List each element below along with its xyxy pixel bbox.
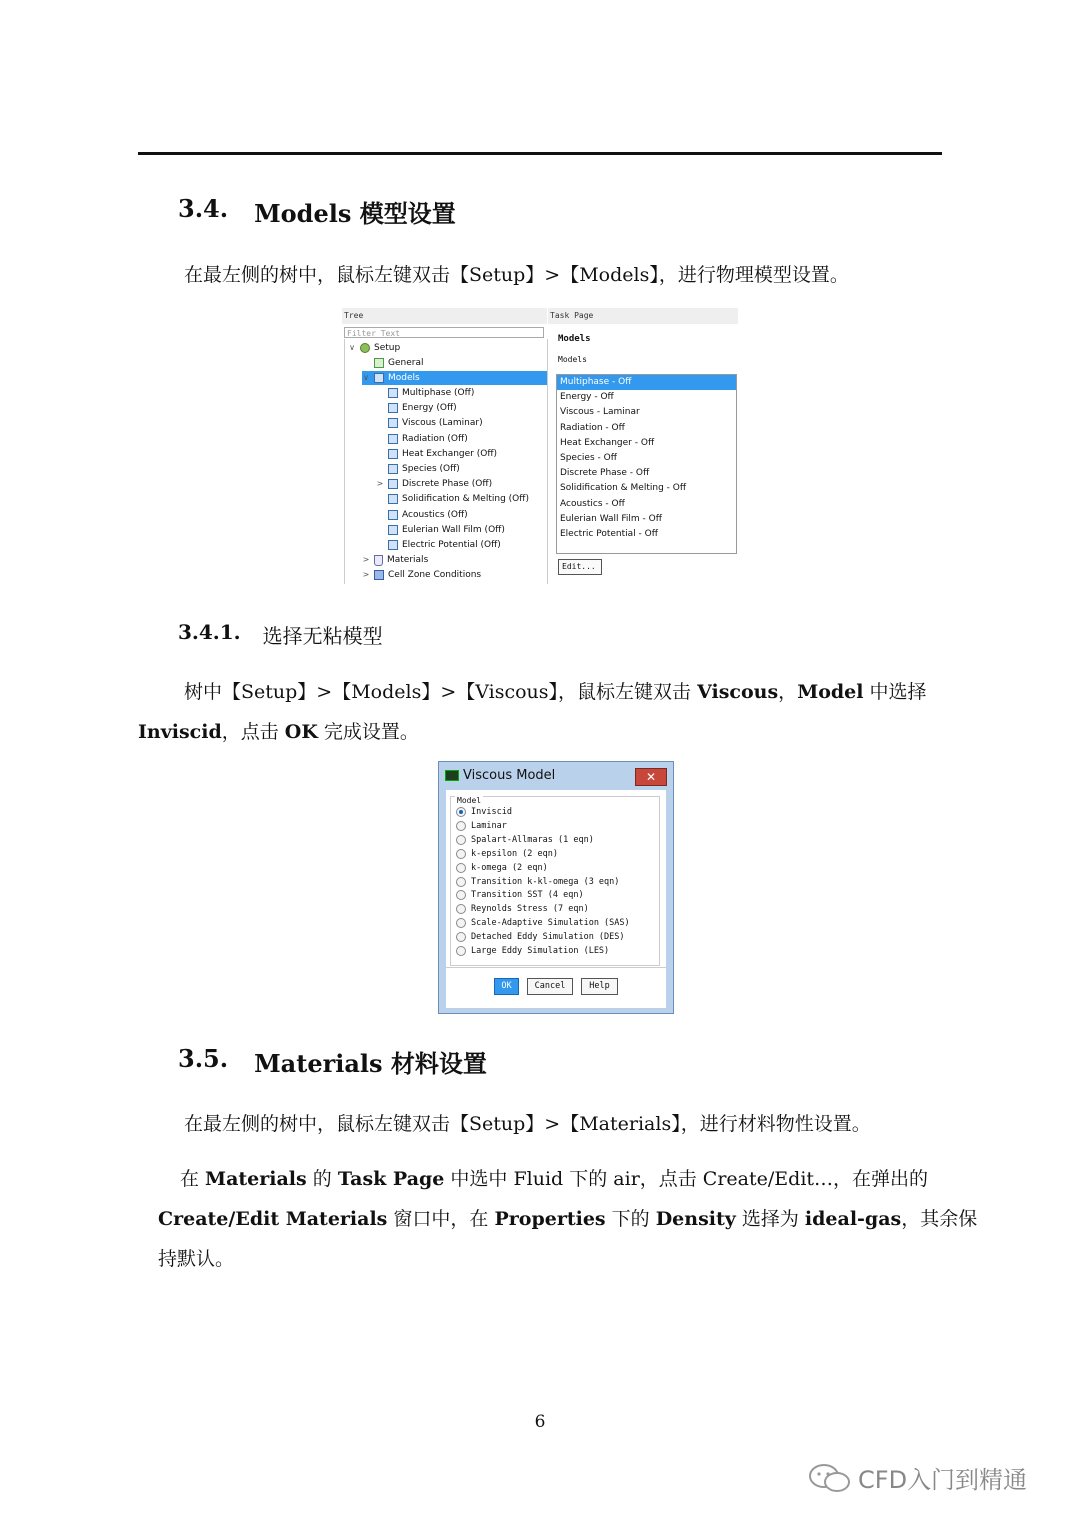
tree-item[interactable] bbox=[376, 508, 468, 522]
model-radio-option[interactable] bbox=[456, 819, 507, 833]
models-icon bbox=[374, 373, 384, 383]
tree-item[interactable] bbox=[362, 356, 423, 370]
model-radio-option[interactable] bbox=[456, 805, 512, 819]
text-run: 在 bbox=[180, 1168, 206, 1190]
section-number: 3.4.1. bbox=[178, 620, 241, 644]
tree-item[interactable] bbox=[376, 432, 468, 446]
models-list-item[interactable]: Viscous - Laminar bbox=[560, 407, 640, 418]
model-radio-option[interactable] bbox=[456, 875, 619, 889]
models-list-item[interactable]: Discrete Phase - Off bbox=[560, 468, 650, 479]
text-run-bold: Properties bbox=[494, 1208, 606, 1230]
model-icon bbox=[388, 449, 398, 459]
radio-button-icon[interactable] bbox=[456, 918, 466, 928]
paragraph-materials-line2 bbox=[158, 1199, 977, 1239]
help-button[interactable]: Help bbox=[581, 978, 618, 995]
radio-button-icon[interactable] bbox=[456, 890, 466, 900]
radio-button-icon[interactable] bbox=[456, 835, 466, 845]
chevron-down-icon[interactable]: ∨ bbox=[363, 373, 369, 382]
header-rule bbox=[138, 152, 942, 155]
text-run-bold: Create/Edit Materials bbox=[158, 1208, 388, 1230]
tree-item-label: Solidification & Melting (Off) bbox=[402, 494, 529, 504]
page-number: 6 bbox=[534, 1412, 546, 1432]
tree-item[interactable] bbox=[376, 386, 474, 400]
text-run: ，点击 bbox=[221, 721, 285, 743]
chevron-right-icon[interactable]: > bbox=[362, 555, 370, 564]
models-listbox[interactable] bbox=[556, 374, 737, 554]
chevron-down-icon[interactable]: ∨ bbox=[349, 343, 355, 352]
section-title: Materials 材料设置 bbox=[254, 1049, 487, 1078]
model-radio-option[interactable] bbox=[456, 847, 558, 861]
general-icon bbox=[374, 358, 384, 368]
section-title: Models 模型设置 bbox=[254, 199, 456, 228]
radio-button-icon[interactable] bbox=[456, 932, 466, 942]
chevron-right-icon[interactable]: > bbox=[362, 570, 370, 579]
radio-label: Laminar bbox=[471, 820, 507, 831]
radio-button-icon[interactable] bbox=[456, 807, 466, 817]
text-run: 选择为 bbox=[735, 1208, 805, 1230]
tree-pane-header: Tree bbox=[342, 308, 547, 324]
model-icon bbox=[388, 388, 398, 398]
model-icon bbox=[388, 525, 398, 535]
task-page-pane bbox=[548, 308, 738, 584]
tree-item-label: Electric Potential (Off) bbox=[402, 540, 501, 550]
tree-pane bbox=[342, 308, 547, 584]
dialog-title: Viscous Model bbox=[463, 768, 556, 783]
text-run-bold: OK bbox=[284, 721, 318, 743]
tree-item[interactable] bbox=[348, 341, 400, 355]
text-run: 中选中 Fluid 下的 air，点击 Create/Edit…，在弹出的 bbox=[444, 1168, 929, 1190]
tree-item-label: Radiation (Off) bbox=[402, 434, 468, 444]
text-run: ，其余保 bbox=[901, 1208, 978, 1230]
text-run: ， bbox=[778, 681, 798, 703]
tree-item-label: Viscous (Laminar) bbox=[402, 418, 483, 428]
text-run-bold: Task Page bbox=[337, 1168, 445, 1190]
radio-button-icon[interactable] bbox=[456, 946, 466, 956]
radio-label: Detached Eddy Simulation (DES) bbox=[471, 932, 625, 943]
models-list-item[interactable]: Radiation - Off bbox=[560, 422, 625, 433]
text-run: 完成设置。 bbox=[317, 721, 419, 743]
radio-label: k-omega (2 eqn) bbox=[471, 862, 548, 873]
edit-button[interactable]: Edit... bbox=[558, 559, 602, 575]
fluent-app-icon bbox=[445, 770, 459, 781]
materials-icon bbox=[374, 555, 383, 566]
tree-item-label: Discrete Phase (Off) bbox=[402, 479, 493, 489]
tree-item[interactable] bbox=[362, 371, 547, 385]
task-page-title: Models bbox=[558, 334, 591, 344]
model-icon bbox=[388, 494, 398, 504]
ok-button[interactable]: OK bbox=[494, 978, 519, 995]
model-radio-option[interactable] bbox=[456, 944, 609, 958]
paragraph-materials-line3 bbox=[158, 1239, 234, 1279]
section-heading-3-4-1 bbox=[178, 620, 383, 649]
tree-item[interactable] bbox=[376, 401, 457, 415]
dialog-title-bar bbox=[445, 768, 555, 783]
paragraph-text: 在最左侧的树中，鼠标左键双击【Setup】>【Models】，进行物理模型设置。 bbox=[184, 264, 849, 286]
model-group-box bbox=[450, 796, 660, 966]
model-icon bbox=[388, 479, 398, 489]
radio-button-icon[interactable] bbox=[456, 863, 466, 873]
models-list-item[interactable]: Species - Off bbox=[560, 452, 617, 463]
model-radio-option[interactable] bbox=[456, 888, 584, 902]
text-run-bold: Materials bbox=[205, 1168, 307, 1190]
section-number: 3.5. bbox=[178, 1044, 229, 1073]
text-run: 的 bbox=[306, 1168, 338, 1190]
tree-item[interactable] bbox=[376, 416, 483, 430]
tree-item-label: Eulerian Wall Film (Off) bbox=[402, 525, 505, 535]
text-run: 树中【Setup】>【Models】>【Viscous】，鼠标左键双击 bbox=[184, 681, 698, 703]
model-radio-option[interactable] bbox=[456, 902, 589, 916]
close-button[interactable]: ✕ bbox=[635, 768, 667, 786]
model-icon bbox=[388, 540, 398, 550]
model-radio-option[interactable] bbox=[456, 930, 625, 944]
models-list-item[interactable]: Solidification & Melting - Off bbox=[560, 483, 687, 494]
models-list-item[interactable]: Multiphase - Off bbox=[557, 375, 736, 390]
task-page-subtitle: Models bbox=[558, 355, 587, 364]
viscous-model-dialog bbox=[438, 761, 674, 1014]
wechat-icon bbox=[808, 1463, 852, 1493]
text-run-bold: ideal-gas bbox=[804, 1208, 902, 1230]
tree-item-label: General bbox=[388, 358, 424, 368]
section-number: 3.4. bbox=[178, 194, 229, 223]
radio-button-icon[interactable] bbox=[456, 904, 466, 914]
paragraph-materials-intro bbox=[184, 1104, 871, 1144]
dialog-body bbox=[446, 790, 666, 1008]
text-run-bold: Model bbox=[797, 681, 864, 703]
paragraph-viscous-line1 bbox=[184, 672, 927, 712]
model-group-label: Model bbox=[457, 796, 482, 805]
tree-item-label: Acoustics (Off) bbox=[402, 510, 468, 520]
models-list-item[interactable]: Acoustics - Off bbox=[560, 498, 625, 509]
radio-label: Transition k-kl-omega (3 eqn) bbox=[471, 876, 620, 887]
paragraph-text: 在最左侧的树中，鼠标左键双击【Setup】>【Materials】，进行材料物性设置。 bbox=[184, 1113, 871, 1135]
models-list-item[interactable]: Energy - Off bbox=[560, 392, 614, 403]
tree-item[interactable] bbox=[362, 553, 428, 567]
text-run-bold: Inviscid bbox=[138, 721, 222, 743]
model-icon bbox=[388, 403, 398, 413]
radio-label: Transition SST (4 eqn) bbox=[471, 890, 584, 901]
tree-item-label: Models bbox=[388, 373, 420, 383]
model-radio-option[interactable] bbox=[456, 916, 630, 930]
tree-item[interactable] bbox=[376, 477, 492, 491]
paragraph-models-intro bbox=[184, 255, 849, 295]
models-list-item[interactable]: Electric Potential - Off bbox=[560, 528, 658, 539]
radio-button-icon[interactable] bbox=[456, 821, 466, 831]
tree-item-label: Species (Off) bbox=[402, 464, 460, 474]
cell-zone-icon bbox=[374, 570, 384, 580]
section-heading-3-5 bbox=[178, 1044, 487, 1079]
watermark-text: CFD入门到精通 bbox=[858, 1466, 1028, 1494]
models-list-item[interactable]: Eulerian Wall Film - Off bbox=[560, 513, 662, 524]
radio-button-icon[interactable] bbox=[456, 877, 466, 887]
tree-item[interactable] bbox=[376, 462, 460, 476]
tree-item[interactable] bbox=[362, 568, 481, 582]
paragraph-viscous-line2 bbox=[138, 712, 419, 752]
text-run-bold: Density bbox=[655, 1208, 736, 1230]
tree-item-label: Cell Zone Conditions bbox=[388, 570, 482, 580]
radio-label: Scale-Adaptive Simulation (SAS) bbox=[471, 918, 630, 929]
watermark bbox=[808, 1460, 1027, 1495]
tree-item[interactable] bbox=[376, 447, 497, 461]
text-run: 持默认。 bbox=[158, 1248, 235, 1270]
setup-icon bbox=[360, 343, 370, 353]
filter-text-input[interactable]: Filter Text bbox=[344, 327, 544, 338]
section-heading-3-4 bbox=[178, 194, 456, 229]
radio-label: Large Eddy Simulation (LES) bbox=[471, 946, 610, 956]
radio-label: Inviscid bbox=[471, 807, 512, 817]
tree-item-label: Energy (Off) bbox=[402, 403, 457, 413]
model-icon bbox=[388, 464, 398, 474]
radio-label: Reynolds Stress (7 eqn) bbox=[471, 904, 589, 915]
radio-label: Spalart-Allmaras (1 eqn) bbox=[471, 834, 594, 845]
model-icon bbox=[388, 510, 398, 520]
text-run: 中选择 bbox=[863, 681, 927, 703]
section-title: 选择无粘模型 bbox=[262, 624, 383, 648]
tree-item-label: Setup bbox=[374, 343, 401, 353]
radio-button-icon[interactable] bbox=[456, 849, 466, 859]
tree-item[interactable] bbox=[376, 523, 505, 537]
model-icon bbox=[388, 434, 398, 444]
text-run-bold: Viscous bbox=[697, 681, 779, 703]
tree-item[interactable] bbox=[376, 492, 529, 506]
model-icon bbox=[388, 418, 398, 428]
models-list-item[interactable]: Heat Exchanger - Off bbox=[560, 437, 655, 448]
task-page-header: Task Page bbox=[548, 308, 738, 324]
cancel-button[interactable]: Cancel bbox=[527, 978, 573, 995]
model-radio-option[interactable] bbox=[456, 833, 594, 847]
text-run: 窗口中，在 bbox=[387, 1208, 495, 1230]
tree-item-label: Multiphase (Off) bbox=[402, 388, 475, 398]
model-radio-option[interactable] bbox=[456, 861, 548, 875]
chevron-right-icon[interactable]: > bbox=[376, 479, 384, 488]
tree-item[interactable] bbox=[376, 538, 501, 552]
text-run: 下的 bbox=[605, 1208, 656, 1230]
tree-item-label: Materials bbox=[387, 555, 429, 565]
fluent-models-screenshot bbox=[342, 308, 738, 584]
tree-item-label: Heat Exchanger (Off) bbox=[402, 449, 498, 459]
paragraph-materials-line1 bbox=[180, 1159, 928, 1199]
dialog-separator bbox=[446, 967, 666, 968]
radio-label: k-epsilon (2 eqn) bbox=[471, 848, 558, 859]
